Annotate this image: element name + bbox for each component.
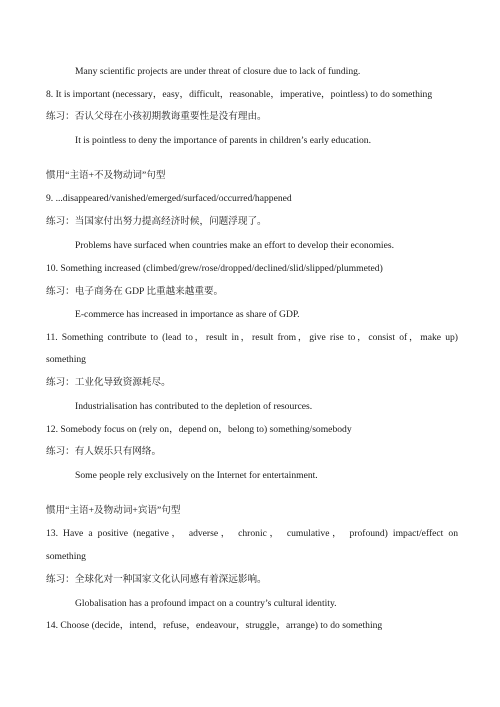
text-line: Many scientific projects are under threat of closure due to lack of funding.	[75, 66, 361, 77]
exercise-line: 练习：工业化导致资源耗尽。	[46, 377, 171, 388]
exercise-line: 练习：全球化对一种国家文化认同感有着深远影响。	[46, 574, 267, 585]
example-sentence: Globalisation has a profound impact on a country’s cultural identity.	[75, 598, 337, 609]
pattern-heading-continued: something	[46, 354, 86, 365]
pattern-heading: 10. Something increased (climbed/grew/rose/dropped/declined/slid/slipped/plummeted)	[46, 263, 383, 274]
example-sentence: It is pointless to deny the importance of parents in children’s early education.	[75, 135, 371, 146]
exercise-line: 练习：否认父母在小孩初期教诲重要性是没有理由。	[46, 111, 267, 122]
example-sentence: E-commerce has increased in importance as share of GDP.	[75, 309, 300, 320]
section-heading: 惯用“主语+不及物动词”句型	[46, 170, 166, 181]
pattern-heading: 13. Have a positive (negative， adverse， chronic， cumulative， profound) impact/effect on	[46, 528, 458, 539]
pattern-heading: 8. It is important (necessary，easy，difficult，reasonable，imperative，pointless) to do something	[46, 89, 433, 100]
example-sentence: Problems have surfaced when countries make an effort to develop their economies.	[75, 240, 394, 251]
example-sentence: Industrialisation has contributed to the depletion of resources.	[75, 401, 313, 412]
exercise-line: 练习：当国家付出努力提高经济时候，问题浮现了。	[46, 216, 267, 227]
section-heading: 惯用“主语+及物动词+宾语”句型	[46, 505, 181, 516]
pattern-heading: 9. ...disappeared/vanished/emerged/surfaced/occurred/happened	[46, 193, 292, 204]
pattern-heading: 12. Somebody focus on (rely on，depend on，belong to) something/somebody	[46, 424, 352, 435]
example-sentence: Some people rely exclusively on the Internet for entertainment.	[75, 470, 318, 481]
pattern-heading: 14. Choose (decide，intend，refuse，endeavour，struggle，arrange) to do something	[46, 620, 383, 631]
pattern-heading: 11. Something contribute to (lead to，result in，result from，give rise to，consist of，make up)	[46, 332, 458, 343]
exercise-line: 练习：电子商务在 GDP 比重越来越重要。	[46, 286, 224, 297]
exercise-line: 练习：有人娱乐只有网络。	[46, 446, 162, 457]
pattern-heading-continued: something	[46, 551, 86, 562]
